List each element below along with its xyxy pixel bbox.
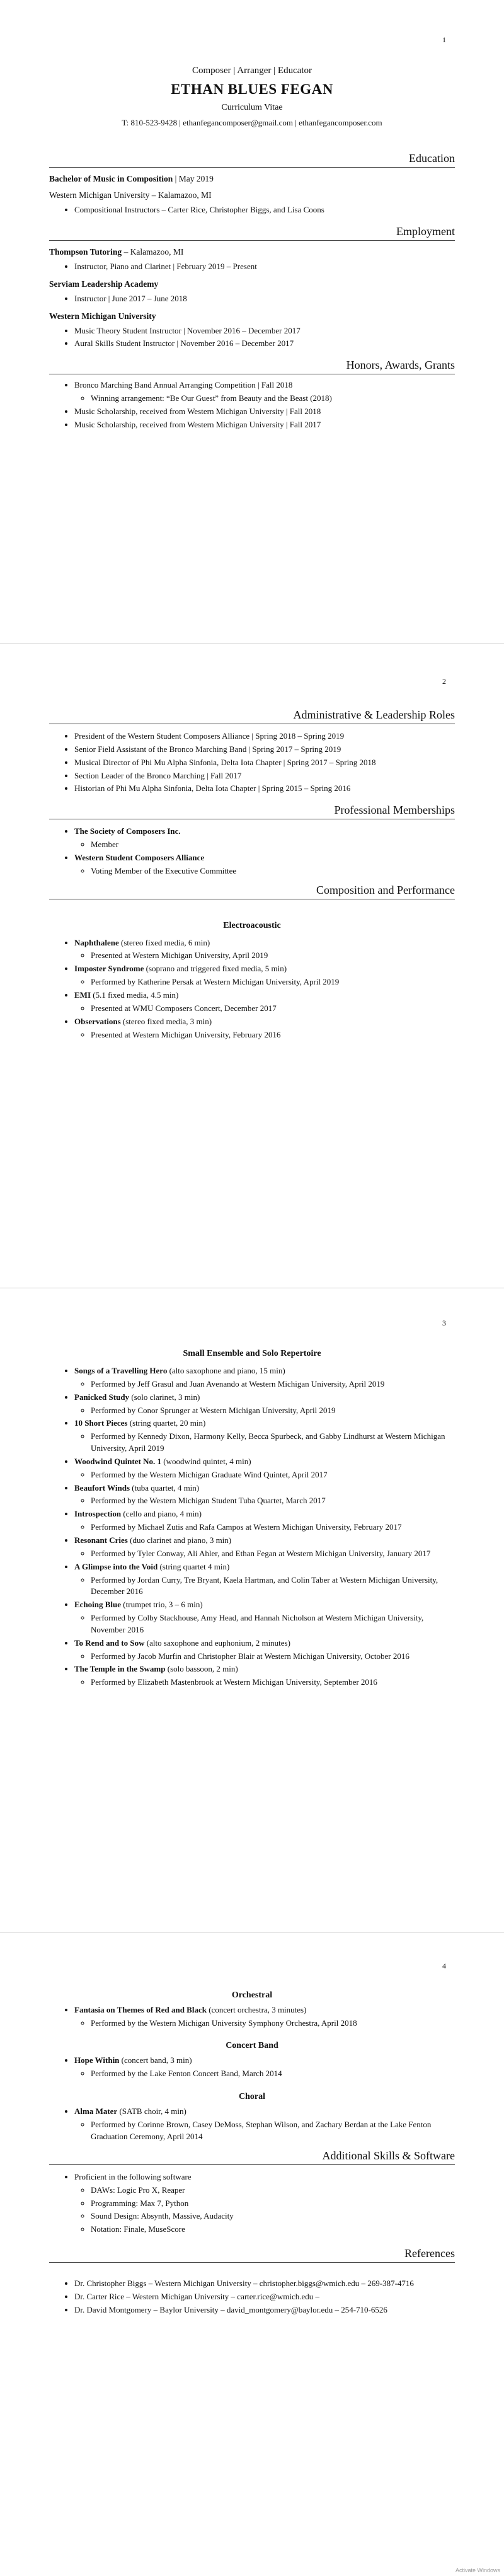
page-number: 4 (442, 1961, 446, 1970)
list-item: • Senior Field Assistant of the Bronco Marching Band | Spring 2017 – Spring 2019 (74, 744, 455, 756)
subsection-heading: Choral (239, 2092, 265, 2102)
references-section (49, 2247, 455, 2316)
composition-section (49, 884, 455, 1041)
page-number: 2 (442, 677, 446, 686)
sub-list-item: ◦ Winning arrangement: “Be Our Guest” from Beauty and the Beast (2018) (91, 393, 455, 405)
list-item: • Music Scholarship, received from Western Michigan University | Fall 2017 (74, 419, 455, 431)
performance: ◦ Performed by the Western Michigan Student Tuba Quartet, March 2017 (91, 1495, 455, 1507)
performance: ◦ Performed by Elizabeth Mastenbrook at Western Michigan University, September 2016 (91, 1677, 455, 1689)
sub-list-item: ◦ DAWs: Logic Pro X, Reaper (91, 2185, 455, 2197)
page-1 (0, 0, 504, 644)
work-item: • Alma Mater (SATB choir, 4 min) ◦ Performed by Corinne Brown, Casey DeMoss, Stephan Wilson, and Zachary Berdan at the Lake Fenton Graduation Ceremony, April 2014 (74, 2106, 455, 2143)
section-title: Employment (49, 225, 455, 241)
performance: ◦ Performed by Michael Zutis and Rafa Campos at Western Michigan University, February 2017 (91, 1522, 455, 1533)
list-item: • Compositional Instructors – Carter Rice, Christopher Biggs, and Lisa Coons (74, 204, 455, 216)
sub-list-item: ◦ Member (91, 839, 455, 851)
work-item: • Introspection (cello and piano, 4 min) ◦ Performed by Michael Zutis and Rafa Campos at Western Michigan University, February 2017 (74, 1508, 455, 1533)
list-item: • Music Theory Student Instructor | November 2016 – December 2017 (74, 325, 455, 337)
page-3 (0, 1288, 504, 1932)
work-item: • EMI (5.1 fixed media, 4.5 min) ◦ Presented at WMU Composers Concert, December 2017 (74, 990, 455, 1015)
work-item: • Resonant Cries (duo clarinet and piano, 3 min) ◦ Performed by Tyler Conway, Ali Ahler, and Ethan Fegan at Western Michigan University, January 2017 (74, 1535, 455, 1560)
reference-item: • Dr. David Montgomery – Baylor University – david_montgomery@baylor.edu – 254-710-6526 (74, 2304, 455, 2316)
reference-item: • Dr. Carter Rice – Western Michigan University – carter.rice@wmich.edu – (74, 2291, 455, 2303)
work-item: • The Temple in the Swamp (solo bassoon, 2 min) ◦ Performed by Elizabeth Mastenbrook at Western Michigan University, September 2016 (74, 1663, 455, 1689)
performance: ◦ Performed by Colby Stackhouse, Amy Head, and Hannah Nicholson at Western Michigan University, November 2016 (91, 1612, 455, 1636)
work-item: • Panicked Study (solo clarinet, 3 min) ◦ Performed by Conor Sprunger at Western Michigan University, April 2019 (74, 1392, 455, 1417)
employment-section (49, 225, 455, 350)
list-item: • Bronco Marching Band Annual Arranging Competition | Fall 2018 ◦ Winning arrangement: “Be Our Guest” from Beauty and the Beast (2018) (74, 379, 455, 405)
page-2 (0, 644, 504, 1288)
work-item: • Naphthalene (stereo fixed media, 6 min) ◦ Presented at Western Michigan University, April 2019 (74, 937, 455, 962)
job-title: Serviam Leadership Academy (49, 279, 159, 289)
subsection-heading: Orchestral (231, 1990, 273, 2000)
header-subtitle: Curriculum Vitae (221, 103, 283, 112)
section-title: Professional Memberships (49, 804, 455, 819)
subsection-heading: Small Ensemble and Solo Repertoire (183, 1349, 321, 1358)
education-section (49, 152, 455, 216)
footer-watermark: Activate Windows (455, 2567, 500, 2573)
section-title: Honors, Awards, Grants (49, 359, 455, 374)
page-number: 3 (442, 1319, 446, 1327)
performance: ◦ Performed by Kennedy Dixon, Harmony Kelly, Becca Spurbeck, and Gabby Lindhurst at Western Michigan University, April 2019 (91, 1431, 455, 1455)
performance: ◦ Performed by the Western Michigan University Symphony Orchestra, April 2018 (91, 2018, 455, 2030)
performance: ◦ Performed by the Lake Fenton Concert Band, March 2014 (91, 2068, 455, 2080)
work-item: • Observations (stereo fixed media, 3 min) ◦ Presented at Western Michigan University, February 2016 (74, 1016, 455, 1041)
section-title: Education (49, 152, 455, 168)
performance: ◦ Presented at WMU Composers Concert, December 2017 (91, 1003, 455, 1015)
performance: ◦ Presented at Western Michigan University, April 2019 (91, 950, 455, 962)
sub-list-item: ◦ Voting Member of the Executive Committee (91, 865, 455, 877)
performance: ◦ Performed by Jeff Grasul and Juan Avenando at Western Michigan University, April 2019 (91, 1378, 455, 1390)
performance: ◦ Performed by the Western Michigan Graduate Wind Quintet, April 2017 (91, 1469, 455, 1481)
section-title: Administrative & Leadership Roles (49, 708, 455, 724)
work-item: • Hope Within (concert band, 3 min) ◦ Performed by the Lake Fenton Concert Band, March 2014 (74, 2055, 455, 2080)
list-item: • Western Student Composers Alliance ◦ Voting Member of the Executive Committee (74, 852, 455, 877)
work-item: • Songs of a Travelling Hero (alto saxophone and piano, 15 min) ◦ Performed by Jeff Grasul and Juan Avenando at Western Michigan University, April 2019 (74, 1365, 455, 1390)
reference-item: • Dr. Christopher Biggs – Western Michigan University – christopher.biggs@wmich.edu – 269-387-4716 (74, 2278, 455, 2290)
work-item: • Beaufort Winds (tuba quartet, 4 min) ◦ Performed by the Western Michigan Student Tuba Quartet, March 2017 (74, 1482, 455, 1508)
performance: ◦ Performed by Tyler Conway, Ali Ahler, and Ethan Fegan at Western Michigan University, January 2017 (91, 1548, 455, 1560)
page-number: 1 (442, 35, 446, 44)
degree-line: Bachelor of Music in Composition | May 2019 (49, 174, 214, 183)
subsection-heading: Concert Band (226, 2040, 278, 2050)
section-title: References (49, 2247, 455, 2263)
skills-section (49, 2149, 455, 2236)
list-item: • Instructor | June 2017 – June 2018 (74, 293, 455, 305)
performance: ◦ Performed by Conor Sprunger at Western Michigan University, April 2019 (91, 1405, 455, 1417)
work-item: • To Rend and to Sow (alto saxophone and euphonium, 2 minutes) ◦ Performed by Jacob Murfin and Christopher Blair at Western Michigan University, October 2016 (74, 1637, 455, 1663)
list-item: • President of the Western Student Composers Alliance | Spring 2018 – Spring 2019 (74, 731, 455, 742)
job-title: Western Michigan University (49, 311, 156, 321)
list-item: • Musical Director of Phi Mu Alpha Sinfonia, Delta Iota Chapter | Spring 2017 – Spring 2018 (74, 757, 455, 769)
work-item: • Imposter Syndrome (soprano and triggered fixed media, 5 min) ◦ Performed by Katherine Persak at Western Michigan University, April 2019 (74, 963, 455, 988)
performance: ◦ Performed by Corinne Brown, Casey DeMoss, Stephan Wilson, and Zachary Berdan at the Lake Fenton Graduation Ceremony, April 2014 (91, 2119, 455, 2143)
performance: ◦ Performed by Katherine Persak at Western Michigan University, April 2019 (91, 976, 455, 988)
sub-list-item: ◦ Sound Design: Absynth, Massive, Audacity (91, 2210, 455, 2222)
work-item: • Echoing Blue (trumpet trio, 3 – 6 min) ◦ Performed by Colby Stackhouse, Amy Head, and Hannah Nicholson at Western Michigan University, November 2016 (74, 1599, 455, 1636)
memberships-section (49, 804, 455, 877)
list-item: • The Society of Composers Inc. ◦ Member (74, 826, 455, 851)
list-item: • Instructor, Piano and Clarinet | February 2019 – Present (74, 261, 455, 273)
job-title: Thompson Tutoring – Kalamazoo, MI (49, 246, 184, 257)
list-item: • Music Scholarship, received from Western Michigan University | Fall 2018 (74, 406, 455, 418)
work-item: • A Glimpse into the Void (string quartet 4 min) ◦ Performed by Jordan Curry, Tre Bryant, Kaela Hartman, and Colin Taber at Western Michigan University, December 2016 (74, 1561, 455, 1598)
sub-list-item: ◦ Programming: Max 7, Python (91, 2198, 455, 2210)
honors-section (49, 359, 455, 430)
work-item: • 10 Short Pieces (string quartet, 20 min) ◦ Performed by Kennedy Dixon, Harmony Kelly, Becca Spurbeck, and Gabby Lindhurst at Western Michigan University, April 2019 (74, 1418, 455, 1455)
list-item: • Section Leader of the Bronco Marching | Fall 2017 (74, 770, 455, 782)
page-4 (0, 1932, 504, 2576)
section-title: Composition and Performance (49, 884, 455, 899)
work-item: • Fantasia on Themes of Red and Black (concert orchestra, 3 minutes) ◦ Performed by the Western Michigan University Symphony Orchestra, April 2018 (74, 2004, 455, 2030)
school-line: Western Michigan University – Kalamazoo, MI (49, 190, 212, 200)
subsection-heading: Electroacoustic (223, 920, 281, 930)
header-name: ETHAN BLUES FEGAN (171, 81, 333, 97)
admin-section (49, 708, 455, 795)
work-item: • Woodwind Quintet No. 1 (woodwind quintet, 4 min) ◦ Performed by the Western Michigan Graduate Wind Quintet, April 2017 (74, 1456, 455, 1481)
performance: ◦ Performed by Jacob Murfin and Christopher Blair at Western Michigan University, October 2016 (91, 1651, 455, 1663)
header-roles: Composer | Arranger | Educator (192, 66, 312, 76)
section-title: Additional Skills & Software (49, 2149, 455, 2165)
list-item: • Proficient in the following software ◦ DAWs: Logic Pro X, Reaper ◦ Programming: Max 7, Python ◦ Sound Design: Absynth, Massive, Audacity ◦ Notation: Finale, MuseScore (74, 2171, 455, 2236)
header-contact: T: 810-523-9428 | ethanfegancomposer@gmail.com | ethanfegancomposer.com (122, 118, 382, 127)
performance: ◦ Performed by Jordan Curry, Tre Bryant, Kaela Hartman, and Colin Taber at Western Michigan University, December 2016 (91, 1574, 455, 1598)
performance: ◦ Presented at Western Michigan University, February 2016 (91, 1029, 455, 1041)
list-item: • Aural Skills Student Instructor | November 2016 – December 2017 (74, 338, 455, 350)
sub-list-item: ◦ Notation: Finale, MuseScore (91, 2224, 455, 2236)
list-item: • Historian of Phi Mu Alpha Sinfonia, Delta Iota Chapter | Spring 2015 – Spring 2016 (74, 783, 455, 795)
